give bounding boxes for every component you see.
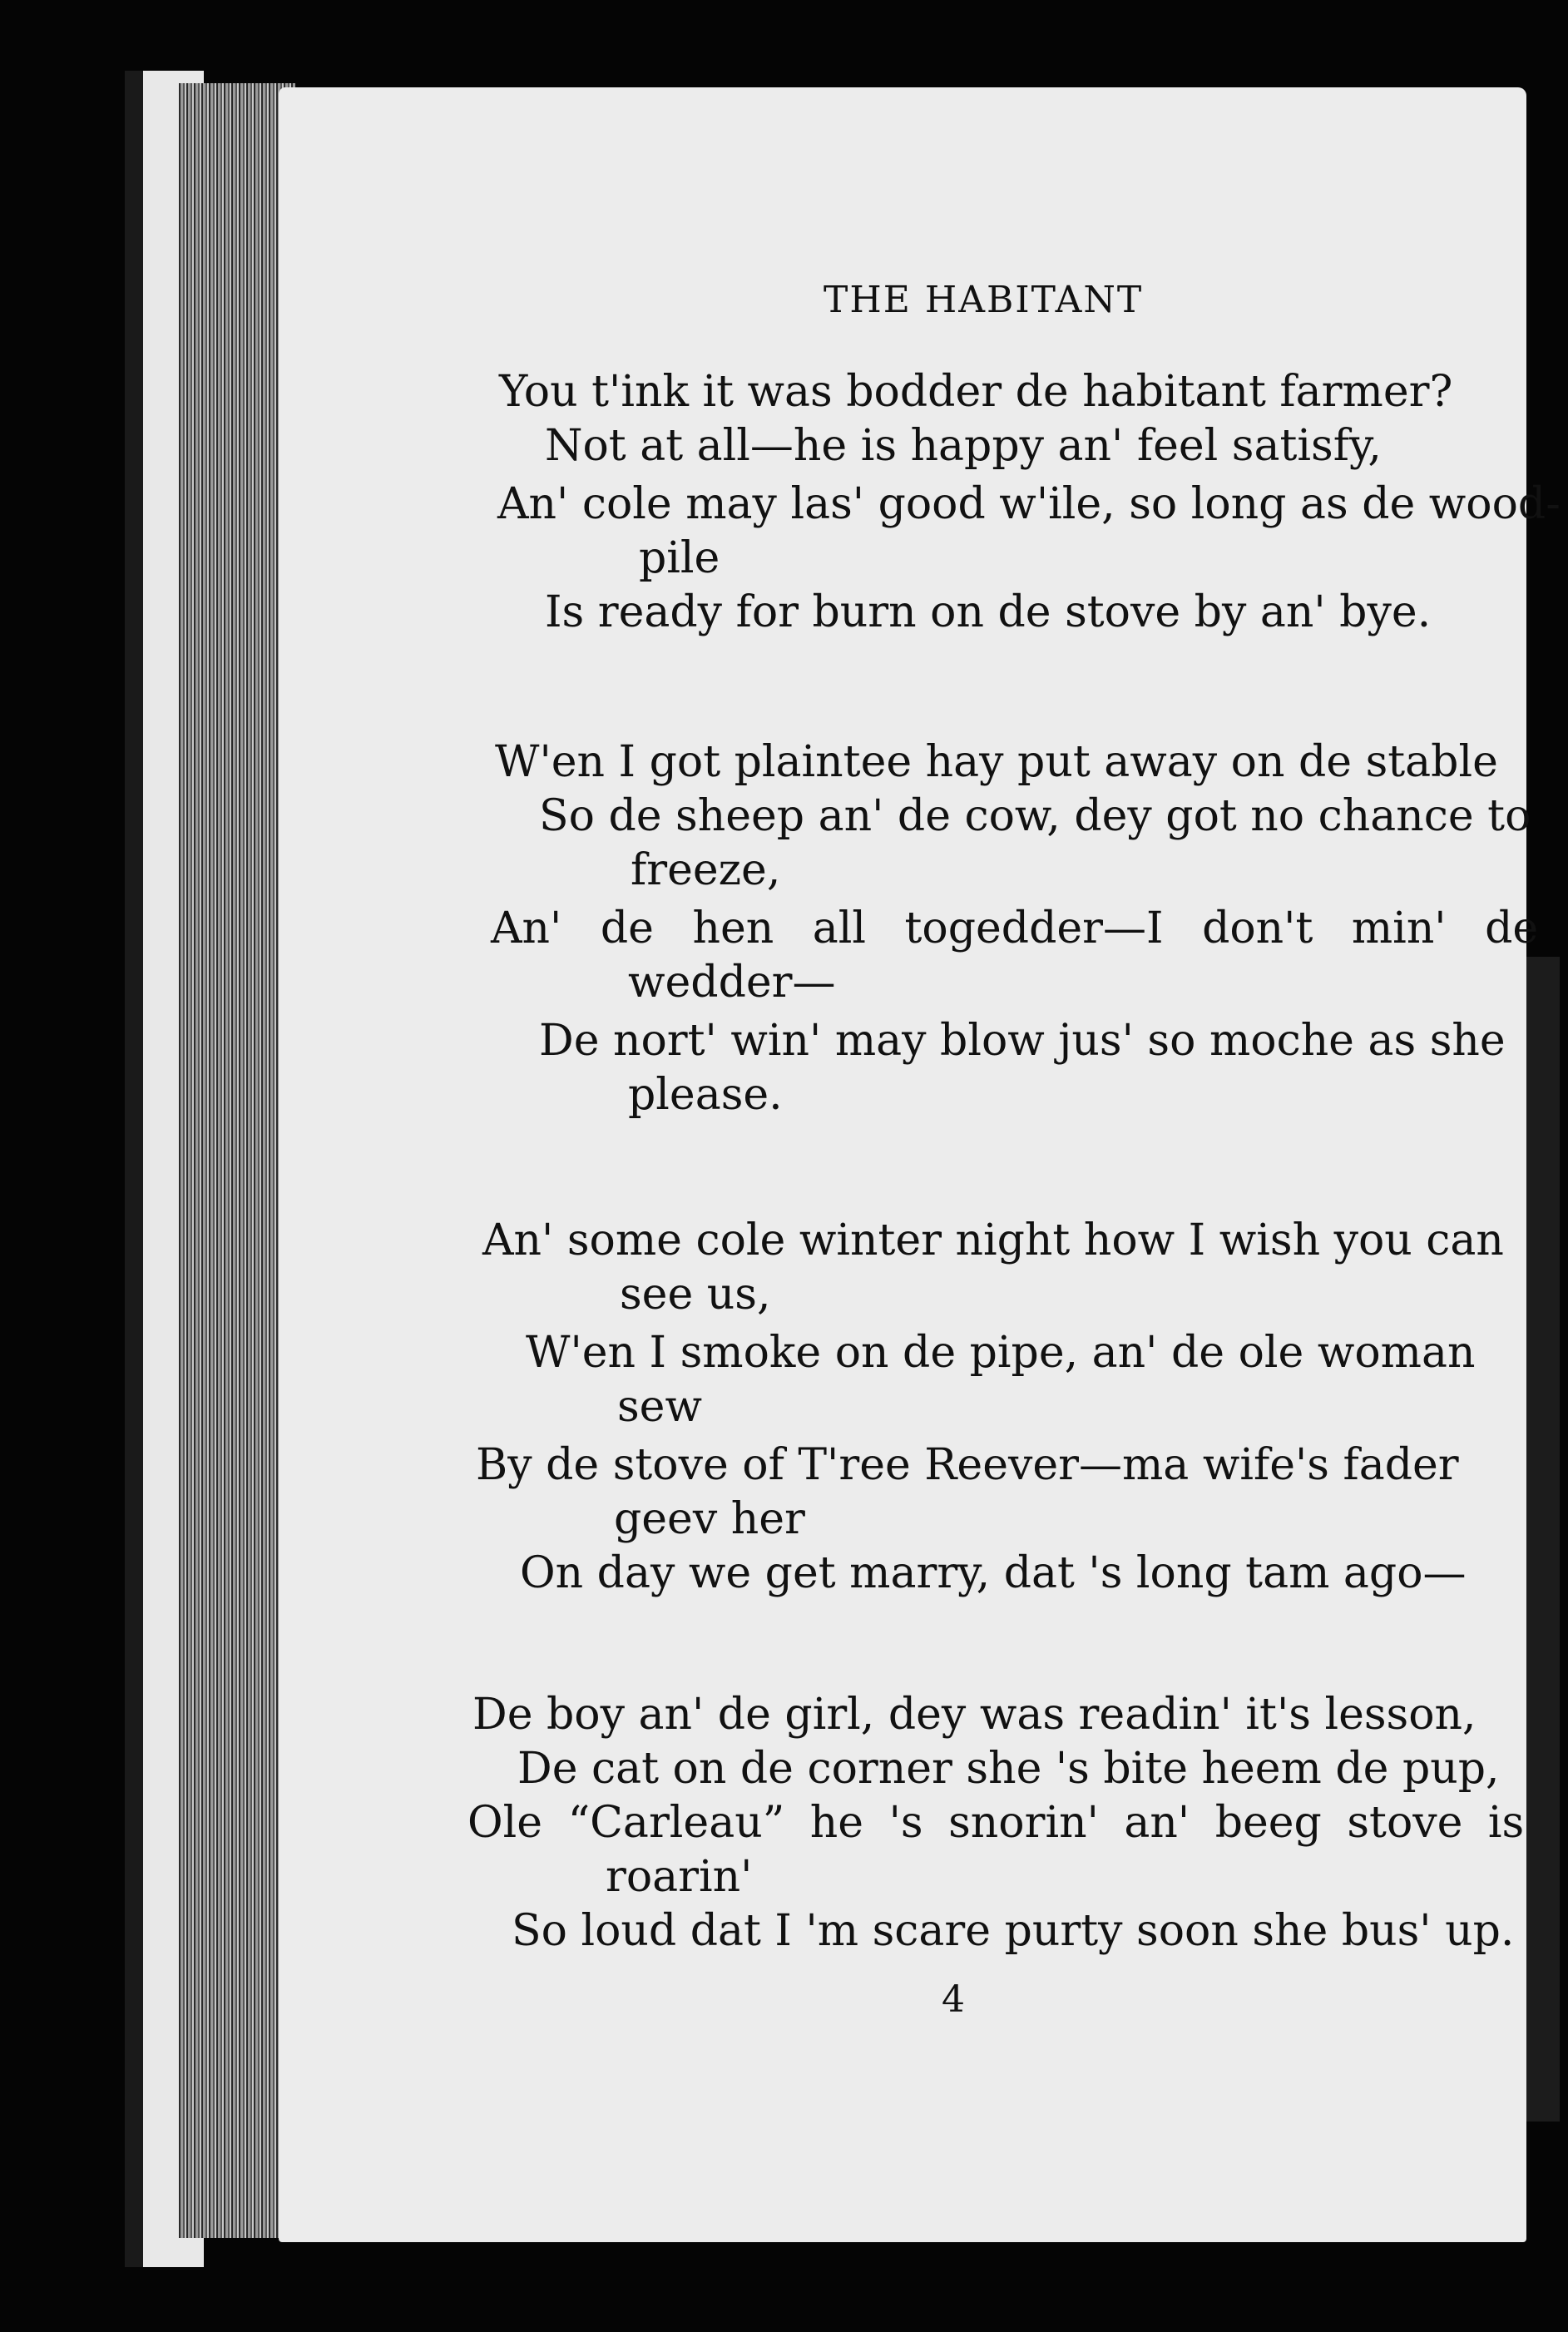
page-number: 4 xyxy=(942,1978,965,2021)
poem-line: wedder— xyxy=(628,958,836,1008)
poem-line: You t'ink it was bodder de habitant farmer? xyxy=(499,367,1453,417)
poem-line: By de stove of T'ree Reever—ma wife's fader xyxy=(476,1440,1459,1490)
poem-line: On day we get marry, dat 's long tam ago— xyxy=(520,1548,1467,1598)
poem-line: pile xyxy=(639,533,720,583)
poem-line: geev her xyxy=(614,1494,805,1544)
poem-line: An' cole may las' good w'ile, so long as de wood- xyxy=(497,479,1561,529)
poem-line: see us, xyxy=(620,1270,771,1319)
poem-line: please. xyxy=(628,1070,783,1120)
poem-line: W'en I smoke on de pipe, an' de ole woman xyxy=(526,1328,1476,1378)
poem-line: roarin' xyxy=(606,1852,753,1902)
poem-line: sew xyxy=(617,1382,702,1432)
book-right-edge xyxy=(1526,957,1560,2122)
poem-line: So de sheep an' de cow, dey got no chance to xyxy=(539,791,1531,841)
poem-line: De boy an' de girl, dey was readin' it's lesson, xyxy=(472,1690,1476,1740)
book-spine-shadow xyxy=(125,71,143,2267)
page-edges xyxy=(179,83,295,2238)
poem-line: Is ready for burn on de stove by an' bye. xyxy=(545,587,1432,637)
poem-line: An' some cole winter night how I wish you can xyxy=(482,1216,1504,1265)
poem-line: De nort' win' may blow jus' so moche as she xyxy=(539,1016,1506,1066)
poem-line: So loud dat I 'm scare purty soon she bus' up. xyxy=(512,1906,1515,1956)
poem-line: Not at all—he is happy an' feel satisfy, xyxy=(545,421,1382,471)
running-title: THE HABITANT xyxy=(824,279,1144,321)
poem-line: Ole “Carleau” he 's snorin' an' beeg stove is xyxy=(467,1798,1525,1848)
poem-line: De cat on de corner she 's bite heem de pup, xyxy=(517,1744,1500,1794)
poem-line: W'en I got plaintee hay put away on de stable xyxy=(495,737,1498,787)
poem-line: freeze, xyxy=(631,845,781,895)
poem-line: An' de hen all togedder—I don't min' de xyxy=(491,904,1539,953)
